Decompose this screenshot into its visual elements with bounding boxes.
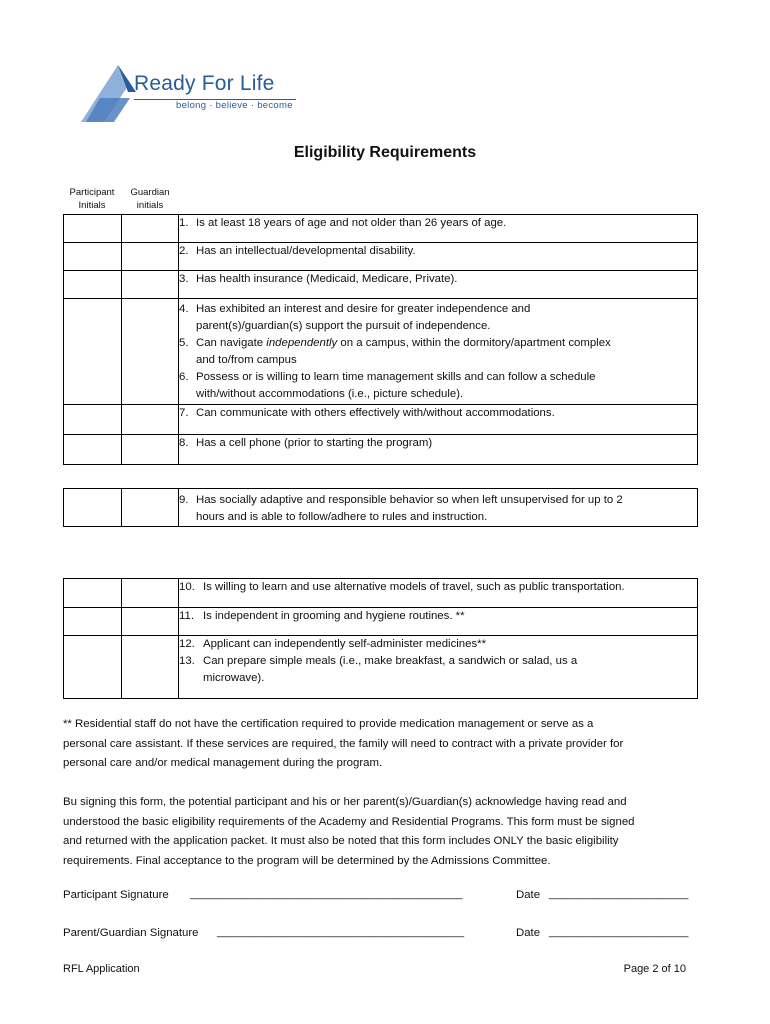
guardian-initials-box[interactable]	[122, 215, 179, 243]
requirement-text: 3. Has health insurance (Medicaid, Medicare, Private).	[179, 271, 698, 299]
participant-initials-box[interactable]	[64, 636, 122, 699]
requirement-row	[64, 271, 698, 299]
requirement-row	[64, 243, 698, 271]
requirement-text: 11. Is independent in grooming and hygiene routines. **	[179, 608, 698, 636]
requirement-text: 9. Has socially adaptive and responsible behavior so when left unsupervised for up to 2 hours and is able to follow/adhere to rules and instruction.	[179, 489, 698, 527]
requirements-table-1	[63, 214, 698, 465]
residential-note: ** Residential staff do not have the certification required to provide medication management or serve as a personal care assistant. If these services are required, the family will need to contract with a private provider for personal care and/or medical management during the program.	[63, 718, 624, 769]
requirement-row	[64, 579, 698, 608]
participant-initials-box[interactable]	[64, 608, 122, 636]
requirements-table-2	[63, 488, 698, 527]
guardian-signature-line[interactable]: _______________________________________	[217, 926, 465, 938]
requirement-text: 7. Can communicate with others effectively with/without accommodations.	[179, 405, 698, 435]
guardian-initials-header: Guardian initials	[130, 187, 170, 211]
requirement-text: 12. Applicant can independently self-administer medicines** 13. Can prepare simple meals (i.e., make breakfast, a sandwich or salad, us a microwave).	[179, 636, 698, 699]
requirement-text: 2. Has an intellectual/developmental disability.	[179, 243, 698, 271]
participant-signature-line[interactable]: ___________________________________________	[190, 888, 463, 900]
requirement-row	[64, 405, 698, 435]
guardian-initials-box[interactable]	[122, 271, 179, 299]
participant-initials-box[interactable]	[64, 405, 122, 435]
guardian-initials-box[interactable]	[122, 579, 179, 608]
page-number: Page 2 of 10	[623, 963, 686, 975]
requirement-text: 8. Has a cell phone (prior to starting the program)	[179, 435, 698, 465]
participant-initials-box[interactable]	[64, 579, 122, 608]
guardian-date-line[interactable]: ______________________	[549, 926, 689, 938]
page-title: Eligibility Requirements	[293, 144, 477, 161]
participant-initials-box[interactable]	[64, 489, 122, 527]
guardian-initials-box[interactable]	[122, 299, 179, 405]
requirement-row	[64, 489, 698, 527]
participant-initials-box[interactable]	[64, 435, 122, 465]
requirements-table-3	[63, 578, 698, 699]
guardian-initials-box[interactable]	[122, 608, 179, 636]
participant-initials-box[interactable]	[64, 215, 122, 243]
consent-paragraph: Bu signing this form, the potential participant and his or her parent(s)/Guardian(s) acknowledge having read and understood the basic eligibility requirements of the Academy and Residential Programs. This form must be signed and returned with the application packet. It must also be noted that this form includes ONLY the basic eligibility requirements. Final acceptance to the program will be determined by the Admissions Committee.	[63, 796, 635, 867]
requirement-row	[64, 215, 698, 243]
logo-tagline: belong · believe · become	[176, 100, 293, 111]
requirement-text: 4. Has exhibited an interest and desire for greater independence and parent(s)/guardian(s) support the pursuit of independence. 5. Can navigate independently on a campus, within the dormitory/apartment complex and to/from campus 6. Possess or is willing to learn time management skills and can follow a schedule with/without accommodations (i.e., picture schedule).	[179, 299, 698, 405]
requirement-text: 1. Is at least 18 years of age and not older than 26 years of age.	[179, 215, 698, 243]
guardian-initials-box[interactable]	[122, 243, 179, 271]
participant-date-label: Date	[516, 889, 541, 901]
requirement-text: 10. Is willing to learn and use alternative models of travel, such as public transportation.	[179, 579, 698, 608]
requirement-row	[64, 435, 698, 465]
guardian-date-label: Date	[516, 927, 541, 939]
guardian-initials-box[interactable]	[122, 489, 179, 527]
participant-initials-box[interactable]	[64, 271, 122, 299]
footer-left: RFL Application	[63, 963, 140, 975]
guardian-initials-box[interactable]	[122, 636, 179, 699]
participant-date-line[interactable]: ______________________	[549, 888, 689, 900]
requirement-row	[64, 636, 698, 699]
requirement-row	[64, 299, 698, 405]
participant-initials-box[interactable]	[64, 243, 122, 271]
logo-title: Ready For Life	[134, 72, 275, 95]
participant-initials-box[interactable]	[64, 299, 122, 405]
guardian-signature-label: Parent/Guardian Signature	[63, 927, 199, 939]
guardian-initials-box[interactable]	[122, 405, 179, 435]
participant-initials-header: Participant Initials	[69, 187, 115, 211]
requirement-row	[64, 608, 698, 636]
guardian-initials-box[interactable]	[122, 435, 179, 465]
participant-signature-label: Participant Signature	[63, 889, 169, 901]
